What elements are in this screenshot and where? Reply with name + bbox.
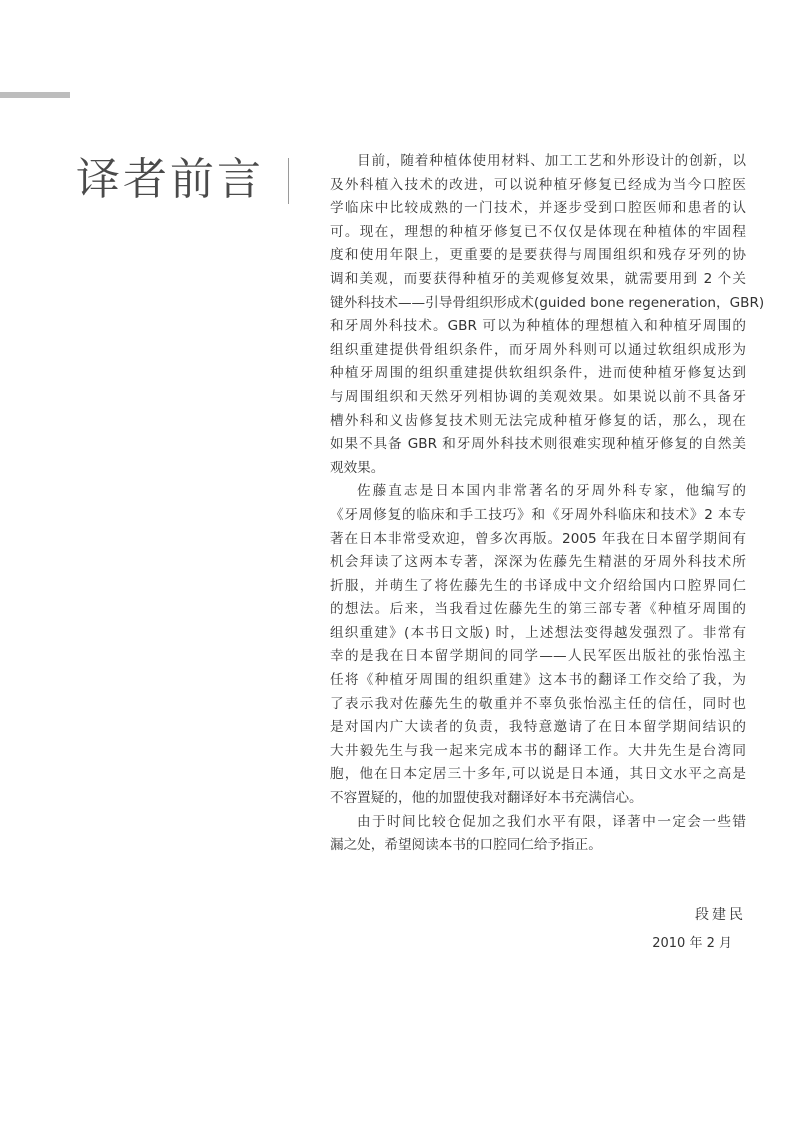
paragraph-line: 佐藤直志是日本国内非常著名的牙周外科专家，他编写的	[357, 483, 746, 500]
paragraph-line: 调和美观，而要获得种植牙的美观修复效果，就需要用到 2 个关	[330, 270, 746, 287]
preface-date: 2010 年 2 月	[652, 936, 732, 951]
paragraph-line: 键外科技术——引导骨组织形成术(guided bone regeneration，GBR)	[330, 294, 765, 311]
paragraph-line: 不容置疑的，他的加盟使我对翻译好本书充满信心。	[330, 790, 643, 807]
paragraph-line: 任将《种植牙周围的组织重建》这本书的翻译工作交给了我，为	[330, 672, 746, 689]
paragraph-line: 度和使用年限上，更重要的是要获得与周围组织和残存牙列的协	[330, 247, 746, 264]
paragraph-line: 种植牙周围的组织重建提供软组织条件，进而使种植牙修复达到	[330, 365, 746, 382]
paragraph-line: 学临床中比较成熟的一门技术，并逐步受到口腔医师和患者的认	[330, 200, 746, 217]
paragraph-line: 著在日本非常受欢迎，曾多次再版。2005 年我在日本留学期间有	[330, 530, 746, 547]
paragraph-line: 的想法。后来，当我看过佐藤先生的第三部专著《种植牙周围的	[330, 601, 746, 618]
paragraph-line: 由于时间比较仓促加之我们水平有限，译著中一定会一些错	[357, 813, 746, 830]
paragraph-line: 折服，并萌生了将佐藤先生的书译成中文介绍给国内口腔界同仁	[330, 577, 746, 594]
paragraph-line: 了表示我对佐藤先生的敬重并不辜负张怡泓主任的信任，同时也	[330, 695, 746, 712]
title-divider	[288, 158, 289, 204]
paragraph-line: 与周围组织和天然牙列相协调的美观效果。如果说以前不具备牙	[330, 388, 746, 405]
paragraph-line: 目前，随着种植体使用材料、加工工艺和外形设计的创新，以	[357, 153, 746, 169]
paragraph-line: 及外科植入技术的改进，可以说种植牙修复已经成为当今口腔医	[330, 176, 746, 193]
paragraph-line: 组织重建提供骨组织条件，而牙周外科则可以通过软组织成形为	[330, 341, 746, 358]
paragraph-line: 观效果。	[330, 459, 385, 476]
paragraph-line: 是对国内广大读者的负责，我特意邀请了在日本留学期间结识的	[330, 719, 746, 736]
paragraph-line: 如果不具备 GBR 和牙周外科技术则很难实现种植牙修复的自然美	[330, 436, 746, 453]
paragraph-line: 胞，他在日本定居三十多年,可以说是日本通，其日文水平之高是	[330, 766, 746, 783]
translator-signature: 段建民	[695, 907, 746, 923]
page-title: 译者前言	[76, 154, 264, 205]
paragraph-line: 机会拜读了这两本专著，深深为佐藤先生精湛的牙周外科技术所	[330, 554, 746, 571]
paragraph-line: 《牙周修复的临床和手工技巧》和《牙周外科临床和技术》2 本专	[330, 506, 746, 523]
paragraph-line: 组织重建》(本书日文版) 时，上述想法变得越发强烈了。非常有	[330, 624, 746, 641]
paragraph-line: 大井毅先生与我一起来完成本书的翻译工作。大井先生是台湾同	[330, 742, 746, 759]
paragraph-line: 槽外科和义齿修复技术则无法完成种植牙修复的话，那么，现在	[330, 412, 746, 429]
paragraph-line: 幸的是我在日本留学期间的同学——人民军医出版社的张怡泓主	[330, 648, 746, 665]
paragraph-line: 漏之处，希望阅读本书的口腔同仁给予指正。	[330, 837, 602, 854]
paragraph-line: 可。现在，理想的种植牙修复已不仅仅是体现在种植体的牢固程	[330, 223, 746, 240]
preface-body	[330, 150, 765, 858]
decorative-bar	[0, 92, 70, 98]
paragraph-line: 和牙周外科技术。GBR 可以为种植体的理想植入和种植牙周围的	[330, 318, 746, 335]
